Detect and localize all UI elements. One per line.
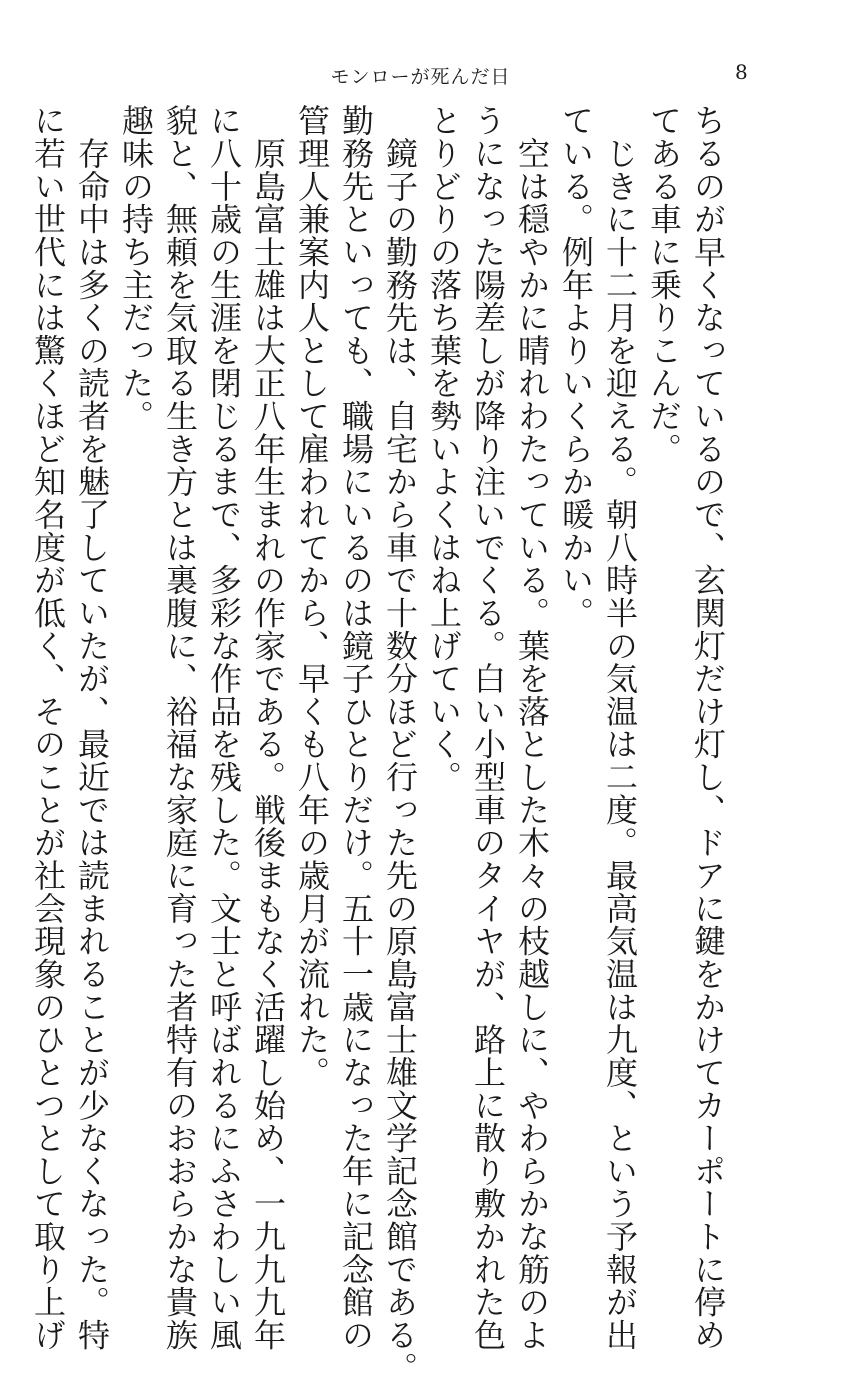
text-line: に若い世代には驚くほど知名度が低く、そのことが社会現象のひとつとして取り上げ <box>29 104 67 1352</box>
text-line: 勤務先といっても、職場にいるのは鏡子ひとりだけ。五十一歳になった年に記念館の <box>337 104 375 1352</box>
text-line: ちるのが早くなっているので、玄関灯だけ灯し、ドアに鍵をかけてカーポートに停め <box>689 104 727 1352</box>
text-line: うになった陽差しが降り注いでくる。白い小型車のタイヤが、路上に散り敷かれた色 <box>469 104 507 1352</box>
running-title: モンローが死んだ日 <box>330 66 511 88</box>
text-line: じきに十二月を迎える。朝八時半の気温は二度。最高気温は九度、という予報が出 <box>601 104 639 1352</box>
page-number: 8 <box>735 60 748 84</box>
text-line: てある車に乗りこんだ。 <box>645 104 683 466</box>
text-line: に八十歳の生涯を閉じるまで、多彩な作品を残した。文士と呼ばれるにふさわしい風 <box>205 104 243 1352</box>
text-line: 趣味の持ち主だった。 <box>117 104 155 433</box>
text-line: ている。例年よりいくらか暖かい。 <box>557 104 595 630</box>
text-line: 原島富士雄は大正八年生まれの作家である。戦後まもなく活躍し始め、一九九九年 <box>249 104 287 1352</box>
text-line: 貌と、無頼を気取る生き方とは裏腹に、裕福な家庭に育った者特有のおおらかな貴族 <box>161 104 199 1352</box>
text-line: 空は穏やかに晴れわたっている。葉を落とした木々の枝越しに、やわらかな筋のよ <box>513 104 551 1352</box>
text-line: 鏡子の勤務先は、自宅から車で十数分ほど行った先の原島富士雄文学記念館である。 <box>381 104 419 1384</box>
text-line: とりどりの落ち葉を勢いよくはね上げていく。 <box>425 104 463 794</box>
text-line: 存命中は多くの読者を魅了していたが、最近では読まれることが少なくなった。特 <box>73 104 111 1352</box>
body-text <box>29 104 730 1384</box>
text-line: 管理人兼案内人として雇われてから、早くも八年の歳月が流れた。 <box>293 104 331 1089</box>
